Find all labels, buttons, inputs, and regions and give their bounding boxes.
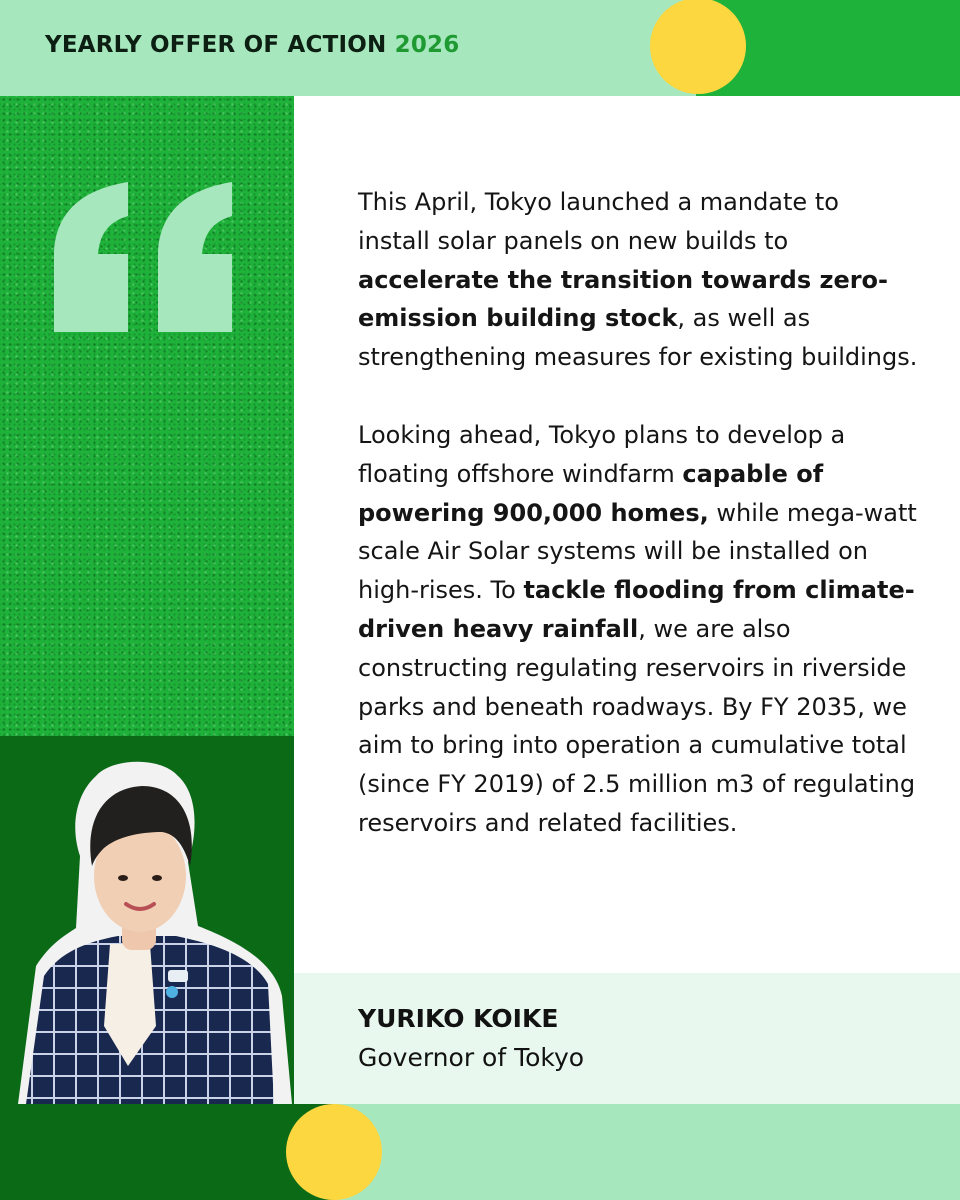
author-role: Governor of Tokyo bbox=[358, 1043, 585, 1072]
attribution-box bbox=[294, 973, 960, 1104]
footer-bar bbox=[0, 1104, 960, 1200]
paragraph-2-text-end: , we are also constructing regulating reservoirs in riverside parks and beneath roadways. By FY 2035, we aim to bring into operation a cumulative total (since FY 2019) of 2.5 million m3 of regulating reservoirs and related facilities. bbox=[358, 614, 916, 837]
author-name: YURIKO KOIKE bbox=[358, 1004, 559, 1033]
textured-green-panel bbox=[0, 96, 294, 736]
page-title bbox=[45, 32, 459, 58]
yellow-circle-decoration-bottom bbox=[286, 1104, 382, 1200]
yellow-circle-decoration bbox=[650, 0, 746, 94]
footer-accent-block bbox=[0, 1104, 334, 1200]
portrait-panel bbox=[0, 736, 294, 1104]
paragraph-1-text-end: , as well as strengthening measures for existing buildings. bbox=[358, 304, 918, 372]
paragraph-2-highlight-2: tackle flooding from climate-driven heavy rainfall bbox=[358, 576, 915, 643]
portrait-photo bbox=[0, 736, 294, 1104]
quote-paragraph-2 bbox=[358, 416, 918, 843]
title-year: 2026 bbox=[394, 32, 460, 58]
paragraph-1-text: This April, Tokyo launched a mandate to install solar panels on new builds to bbox=[358, 188, 839, 255]
title-text: YEARLY OFFER OF ACTION bbox=[45, 32, 387, 58]
paragraph-2-text-middle: while mega-watt scale Air Solar systems will be installed on high-rises. To bbox=[358, 498, 917, 605]
quote-paragraph-1 bbox=[358, 183, 918, 377]
paragraph-2-highlight-1: capable of powering 900,000 homes, bbox=[358, 459, 824, 527]
quote-body bbox=[358, 183, 918, 843]
quotation-mark-icon bbox=[48, 182, 248, 332]
paragraph-1-highlight: accelerate the transition towards zero-emission building stock bbox=[358, 265, 889, 333]
paragraph-2-text: Looking ahead, Tokyo plans to develop a floating offshore windfarm bbox=[358, 420, 846, 488]
header-bar bbox=[0, 0, 960, 96]
